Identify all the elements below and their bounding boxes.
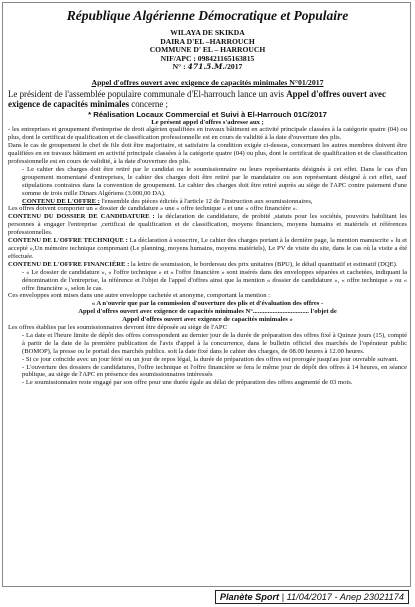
audience-subtitle: Le présent appel d'offres s'adresse aux ;: [151, 119, 264, 127]
holiday-paragraph: - Si ce jour coïncide avec un jour férié ou un jour de repos légal, la durée de préparation des offres est prorogée jusqu'au jour ouvrable suivant.: [22, 355, 399, 363]
intro-text: Le président de l'assemblée populaire communale d'El-harrouch lance un avis: [8, 88, 285, 99]
grouping-paragraph: Dans le cas de groupement le chef de file doit être majoritaire, et satisfaire la condition exigée ci-dessus, concernant les autres membres doivent être qualifiées en en travaux bâtiment en activité principale classées à la catégorie quatre (04) ou plus, dont le certificat de qualification et de classification professionnelle est en cours de validité, à la date d'ouverture des plis.: [8, 142, 407, 165]
project-title: * Réalisation Locaux Commercial et Suivi à El-Harrouch 01C/2017: [88, 110, 327, 120]
quote-line-2: Appel d'offres ouvert avec exigence de capacités minimales N°.................................. l'objet de: [78, 308, 337, 316]
reference-handwritten: 471.5.M.: [187, 62, 226, 72]
nif-line: NIF/APC : 098421165163815: [160, 53, 255, 63]
deposit-paragraph: Les offres établies par les soumissionnaires devront être déposée au siège de l'APC: [8, 324, 227, 332]
section-candidature-label: CONTENU DU DOSSIER DE CANDIDATURE :: [8, 213, 155, 221]
publication-footer: [215, 590, 409, 604]
footer-sep-1: |: [281, 592, 287, 602]
footer-date: 11/04/2017: [286, 592, 332, 602]
validity-paragraph: - Le soumissionnaire reste engagé par son offre pour une durée égale au délai de préparation des offres augmenté de 03 mois.: [22, 379, 353, 387]
envelopes-mention: Ces enveloppes sont mises dans une autre enveloppe cachetée et anonyme, comportant la mention :: [8, 292, 271, 300]
footer-sep-2: -: [334, 592, 340, 602]
quote-line-3: Appel d'offres ouvert avec exigence de capacités minimales »: [122, 316, 293, 324]
footer-source: Planète Sport: [219, 592, 280, 602]
reference-prefix: N° :: [172, 62, 186, 72]
section-financial-text: la lettre de soumission, le bordereau des prix unitaires (BPU), le détail quantitatif et estimatif (DQE).: [130, 260, 398, 268]
intro-end: concerne ;: [131, 99, 168, 110]
wilaya-line: WILAYA DE SKIKDA: [170, 28, 245, 37]
opening-paragraph: - L'ouverture des dossiers de candidatures, l'offre technique et l'offre financière se fera le même jour de dépôt des offres à 14 heures, en séance publique, au siège de l'APC en présence des soumissionnaires intéressés: [22, 363, 407, 379]
commune-line: COMMUNE D' EL – HARROUCH: [149, 45, 266, 55]
specifications-paragraph: - Le cahier des charges doit être retiré par le candidat ou le soumissionnaire ou leurs représentants désignés à cet effet. Dans le cas d'un groupement momentané d'entreprises, le cahier des charges doit être retiré par le mandataire ou son représentant désigné à cet effet, sauf stipulations contraires dans la convention de groupement. Le cahier des charges doit être retiré auprès au siège de l'APC contre paiement d'une somme de trois mille Dinars Algériens (3.000,00 DA).: [22, 165, 407, 197]
republic-heading: République Algérienne Démocratique et Populaire: [66, 8, 349, 23]
intro-bold: Appel d'offres ouvert avec exigence de capacités minimales: [8, 88, 386, 110]
daira-line: DAIRA D'EL –HARROUCH: [160, 36, 255, 46]
quote-line-1: « A n'ouvrir que par la commission d'ouverture des plis et d'évaluation des offres -: [91, 300, 324, 308]
footer-ref: Anep 23021174: [339, 592, 404, 602]
section-technical-text: La déclaration à souscrire, Le cahier des charges portant à la dernière page, la mention manuscrite « lu et accepté »,Un mémoire technique comprenant (Le planning, moyens humains, moyens matériels), Le PV de visite du site, dans le cas où la visite a été effectuée.: [8, 237, 408, 260]
notice-frame: [2, 2, 411, 587]
eligibility-paragraph: - les entreprises et groupement d'entreprise de droit algérien qualifiées en travaux bâtiment en activité principale classées à la catégorie quatre (04) ou plus, dont le certificat de qualification et de classification professionnelle est en cours de validité à la date d'ouverture des plis.: [8, 126, 407, 142]
offer-composition: Les offres doivent comporter un « dossier de candidature » une « offre technique » et une « offre financière ».: [8, 205, 298, 213]
notice-title: Appel d'offres ouvert avec exigence de capacités minimales N°01/2017: [91, 77, 324, 87]
reference-year: /2017: [225, 62, 243, 72]
offer-content-text: l'ensemble des pièces édictés à l'article 12 de l'instruction aux soumissionnaires,: [101, 197, 313, 205]
section-technical-label: CONTENU DE L'OFFRE TECHNIQUE :: [8, 237, 128, 245]
deadline-paragraph: - La date et l'heure limite de dépôt des offres correspondent au dernier jour de la durée de préparation des offres fixé à Quinze jours (15), compté à partir de la date de la première publication de l'avis d'appel à la concurrence, dans le bulletin officiel des marchés de l'opérateur public (BOMOP), la presse ou le portail des marchés publics. soit la date fixé dans le cahier des charges, de 08.00 heures à 12.00 heures.: [22, 331, 407, 355]
offer-content-label: CONTENU DE L'OFFRE :: [22, 197, 100, 205]
envelopes-paragraph: - « Le dossier de candidature », « l'offre technique » et « l'offre financière » sont insérés dans des enveloppes séparées et cachetées, indiquant la dénomination de l'entreprise, la référence et l'objet de l'appel d'offres ainsi que la mention « dossier de candidature », « offre technique » ou « offre financière », selon le cas.: [22, 268, 407, 292]
section-candidature-text: la déclaration de candidature, de probité ,statuts pour les sociétés, pouvoirs habilitant les personnes à engager l'entreprise ,certificat de qualification et de classification, moyens financiers, moyens humains et matériels et références professionnelles.: [8, 213, 407, 237]
section-financial-label: CONTENU DE L'OFFRE FINANCIÈRE :: [8, 260, 130, 268]
